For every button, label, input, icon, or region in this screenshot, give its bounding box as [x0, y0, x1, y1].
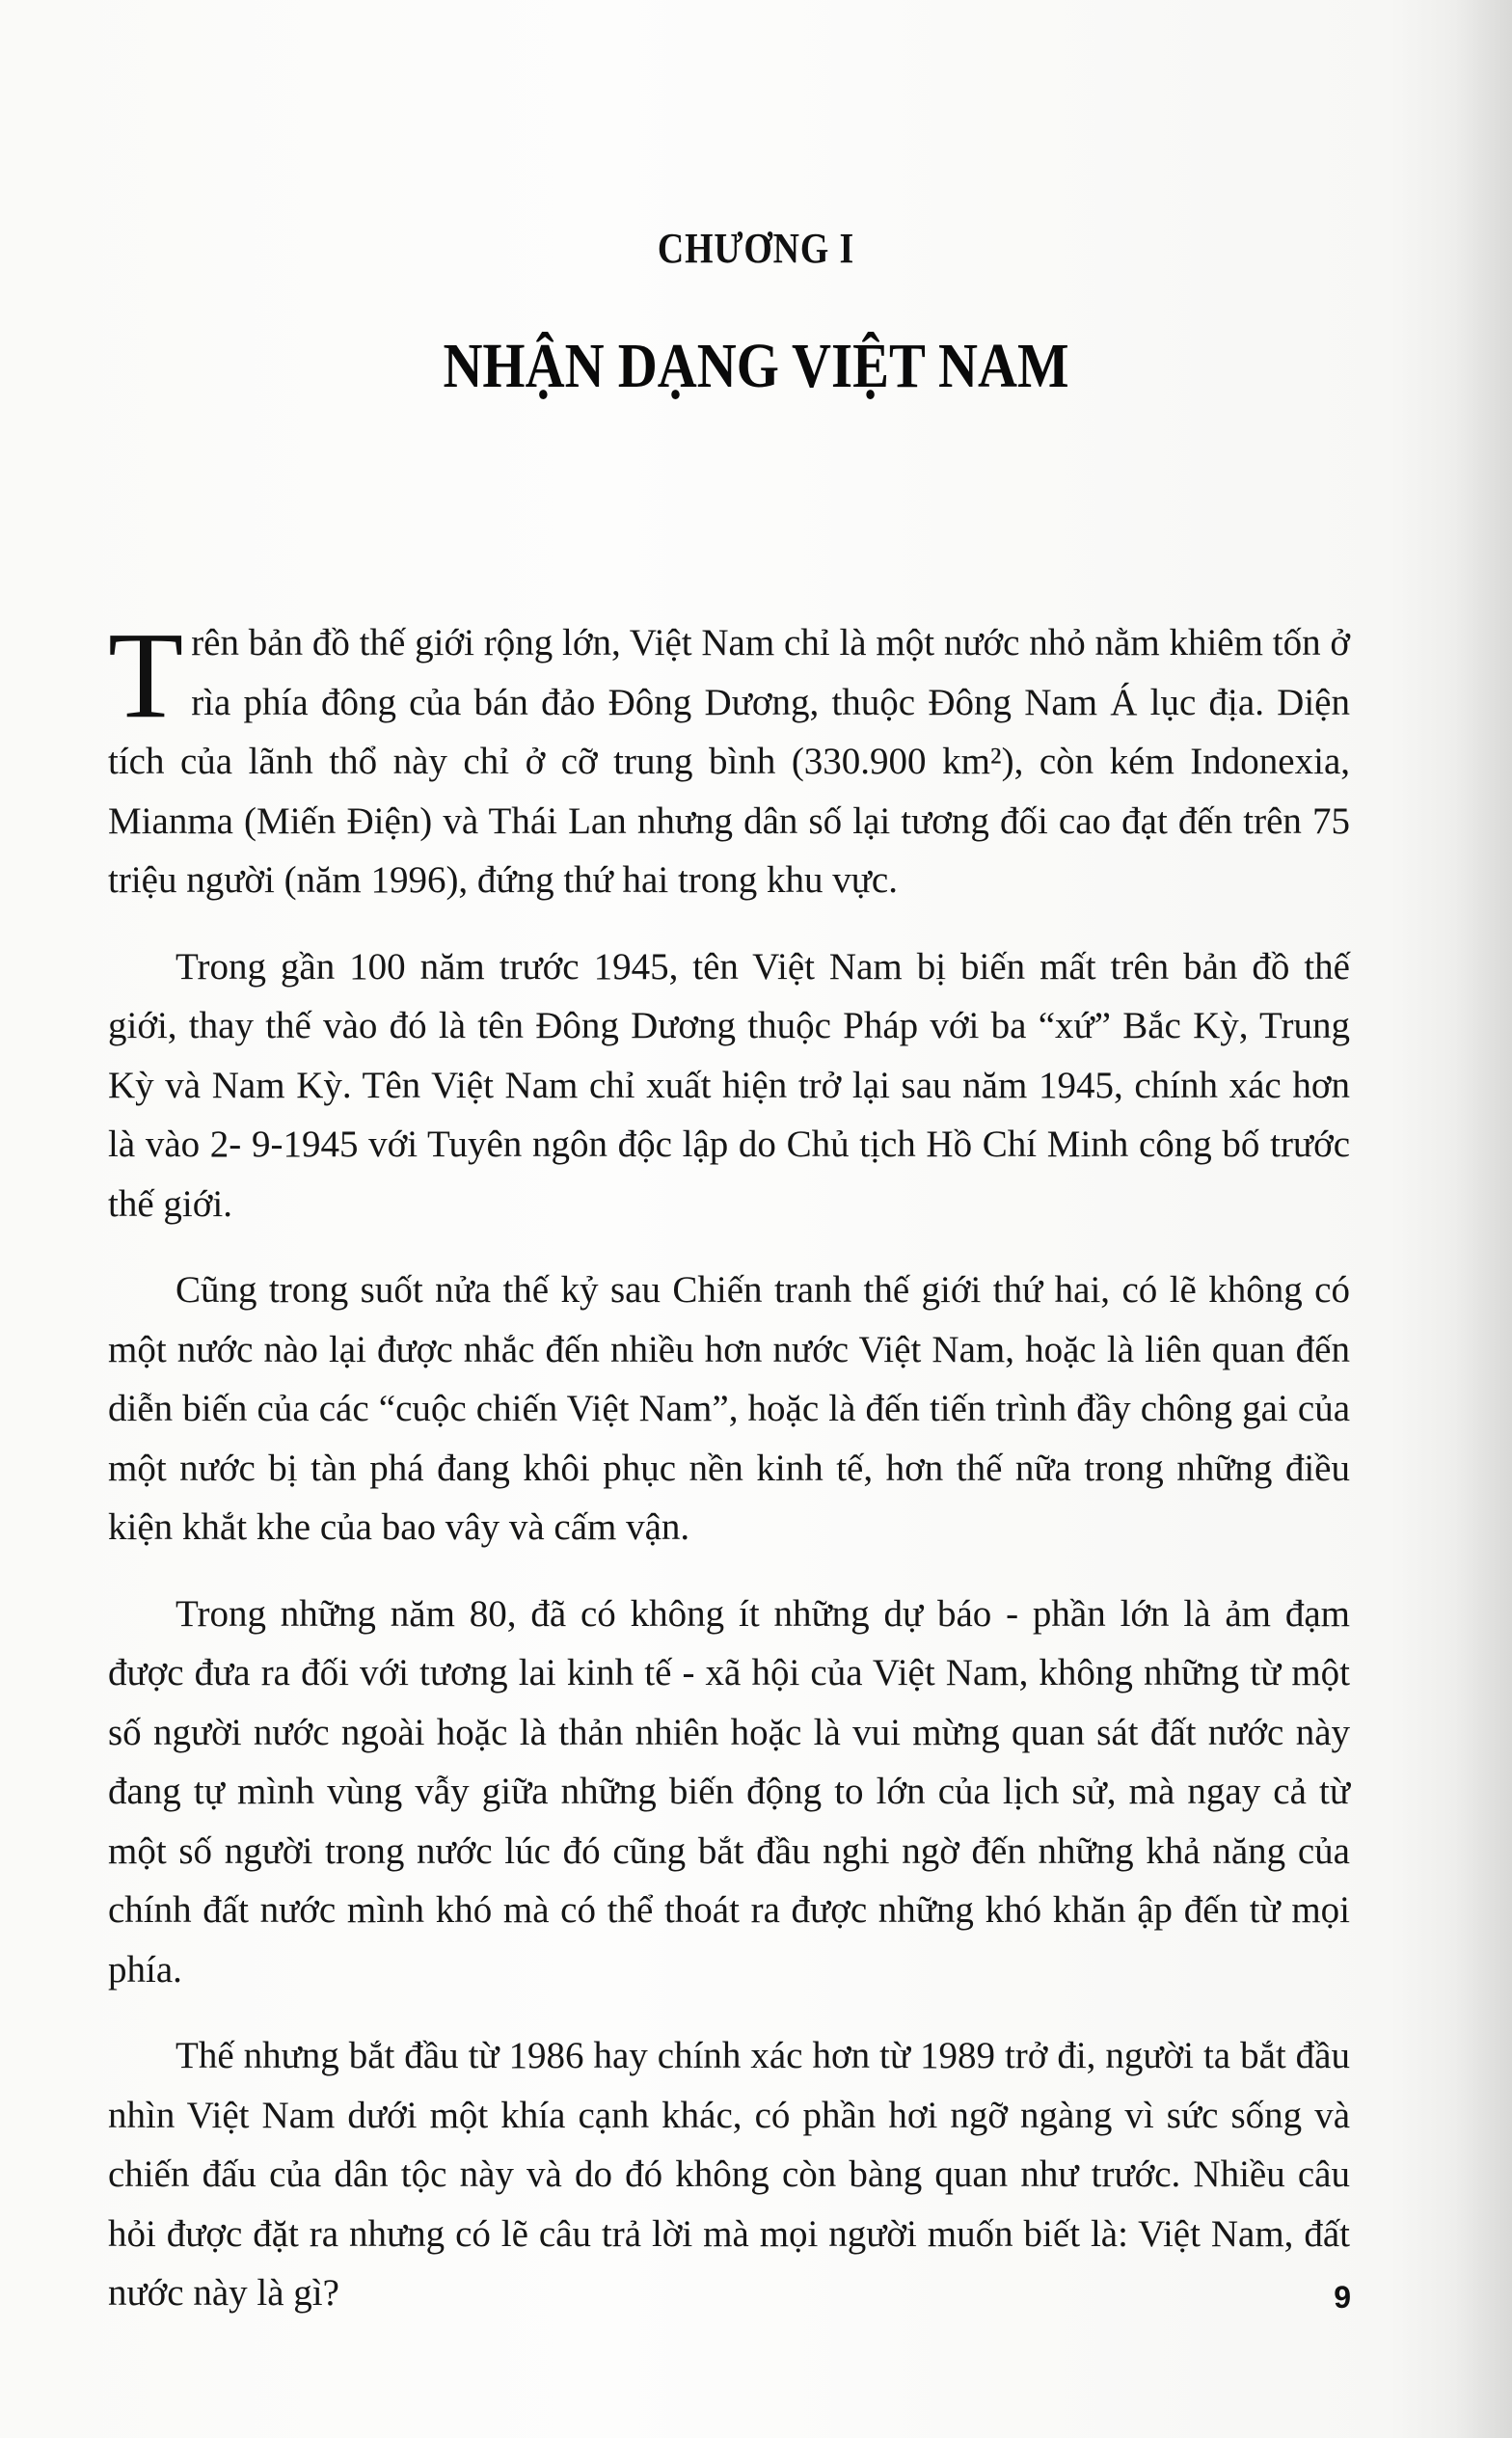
chapter-label: CHƯƠNG I [657, 225, 855, 272]
drop-cap: T [108, 607, 184, 744]
paragraph-5: Thế nhưng bắt đầu từ 1986 hay chính xác hơn từ 1989 trở đi, người ta bắt đầu nhìn Việt Nam dưới một khía cạnh khác, có phần hơi ngỡ ngàng vì sức sống và chiến đấu của dân tộc này và do đó không còn bàng quan như trước. Nhiều câu hỏi được đặt ra nhưng có lẽ câu trả lời mà mọi người muốn biết là: Việt Nam, đất nước này là gì? [108, 2035, 1350, 2314]
paragraph-1 [108, 607, 1350, 910]
paragraph-1-text: rên bản đồ thế giới rộng lớn, Việt Nam chỉ là một nước nhỏ nằm khiêm tốn ở rìa phía đông của bán đảo Đông Dương, thuộc Đông Nam Á lục địa. Diện tích của lãnh thổ này chỉ ở cỡ trung bình (330.900 km²), còn kém Indonexia, Mianma (Miến Điện) và Thái Lan nhưng dân số lại tương đối cao đạt đến trên 75 triệu người (năm 1996), đứng thứ hai trong khu vực. [108, 622, 1350, 901]
paragraph-2: Trong gần 100 năm trước 1945, tên Việt Nam bị biến mất trên bản đồ thế giới, thay thế vào đó là tên Đông Dương thuộc Pháp với ba “xứ” Bắc Kỳ, Trung Kỳ và Nam Kỳ. Tên Việt Nam chỉ xuất hiện trở lại sau năm 1945, chính xác hơn là vào 2- 9-1945 với Tuyên ngôn độc lập do Chủ tịch Hồ Chí Minh công bố trước thế giới. [108, 945, 1350, 1225]
chapter-title: NHẬN DẠNG VIỆT NAM [443, 331, 1069, 401]
paragraph-3: Cũng trong suốt nửa thế kỷ sau Chiến tranh thế giới thứ hai, có lẽ không có một nước nào lại được nhắc đến nhiều hơn nước Việt Nam, hoặc là liên quan đến diễn biến của các “cuộc chiến Việt Nam”, hoặc là đến tiến trình đầy chông gai của một nước bị tàn phá đang khôi phục nền kinh tế, hơn thế nữa trong những điều kiện khắt khe của bao vây và cấm vận. [108, 1269, 1350, 1548]
page-number: 9 [1334, 2280, 1351, 2315]
paragraph-4: Trong những năm 80, đã có không ít những dự báo - phần lớn là ảm đạm được đưa ra đối với tương lai kinh tế - xã hội của Việt Nam, không những từ một số người nước ngoài hoặc là thản nhiên hoặc là vui mừng quan sát đất nước này đang tự mình vùng vẫy giữa những biến động to lớn của lịch sử, mà ngay cả từ một số người trong nước lúc đó cũng bắt đầu nghi ngờ đến những khả năng của chính đất nước mình khó mà có thể thoát ra được những khó khăn ập đến từ mọi phía. [108, 1592, 1350, 1991]
chapter-body [108, 607, 1350, 2350]
